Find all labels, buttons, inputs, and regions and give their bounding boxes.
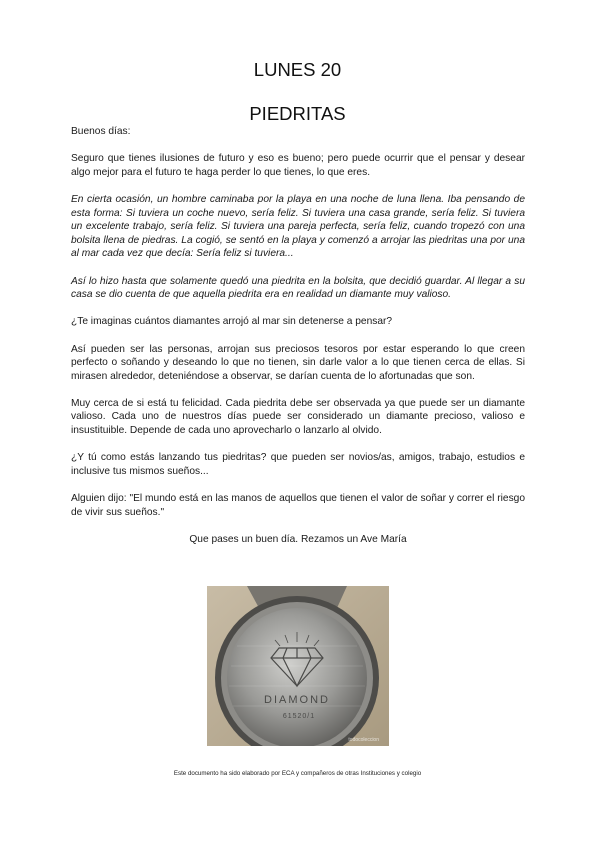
date-heading: LUNES 20 [253,59,342,80]
greeting: Buenos días: [71,126,131,137]
paragraph-intro: Seguro que tienes ilusiones de futuro y eso es bueno; pero puede ocurrir que el pensar y desear algo mejor para el futuro te haga perder lo que tienes, lo que eres. [71,153,525,178]
paragraph-happiness: Muy cerca de si está tu felicidad. Cada piedrita debe ser observada ya que puede ser un diamante valioso. Cada uno de nuestros días puede ser considerado un diamante precioso, valioso e insustituible. Depende de cada uno aprovecharlo o lanzarlo al olvido. [71,397,525,437]
diamond-watch-photo [207,586,389,746]
footer-note: Este documento ha sido elaborado por ECA y compañeros de otras Instituciones y colegio [173,770,422,777]
paragraph-reflection: Así pueden ser las personas, arrojan sus preciosos tesoros por estar esperando lo que creen perfecto o soñando y deseando lo que no tienen, sin darle valor a lo que tienen cerca de ellas. Si mirasen alrededor, deteniéndose a observar, se darían cuenta de lo afortunadas que son. [71,343,525,382]
photo-watermark: todocoleccion [348,737,379,743]
closing-line: Que pases un buen día. Rezamos un Ave María [189,533,407,545]
page-title: PIEDRITAS [249,103,346,124]
paragraph-question: ¿Te imaginas cuántos diamantes arrojó al mar sin detenerse a pensar? [71,316,393,328]
paragraph-question-2: ¿Y tú como estás lanzando tus piedritas? que pueden ser novios/as, amigos, trabajo, estudios e inclusive tus mismos sueños... [71,452,525,477]
document-body [71,125,525,560]
paragraph-story-end: Así lo hizo hasta que solamente quedó una piedrita en la bolsita, que decidió guardar. Al llegar a su casa se dio cuenta de que aquella piedrita era en realidad un diamante muy valioso. [71,275,525,301]
paragraph-quote: Alguien dijo: "El mundo está en las manos de aquellos que tienen el valor de soñar y correr el riesgo de vivir sus sueños." [71,493,525,518]
engraving-brand: DIAMOND [264,694,330,706]
engraving-number: 61520/1 [282,713,316,720]
paragraph-story: En cierta ocasión, un hombre caminaba por la playa en una noche de luna llena. Iba pensando de esta forma: Si tuviera un coche nuevo, sería feliz. Si tuviera una casa grande, sería feliz. Si tuviera un excelente trabajo, sería feliz. Si tuviera una pareja perfecta, sería feliz, cuando tropezó con una bolsita llena de piedras. La cogió, se sentó en la playa y comenzó a arrojar las piedritas una por una al mar cada vez que decía: Sería feliz si tuviera... [71,193,525,260]
